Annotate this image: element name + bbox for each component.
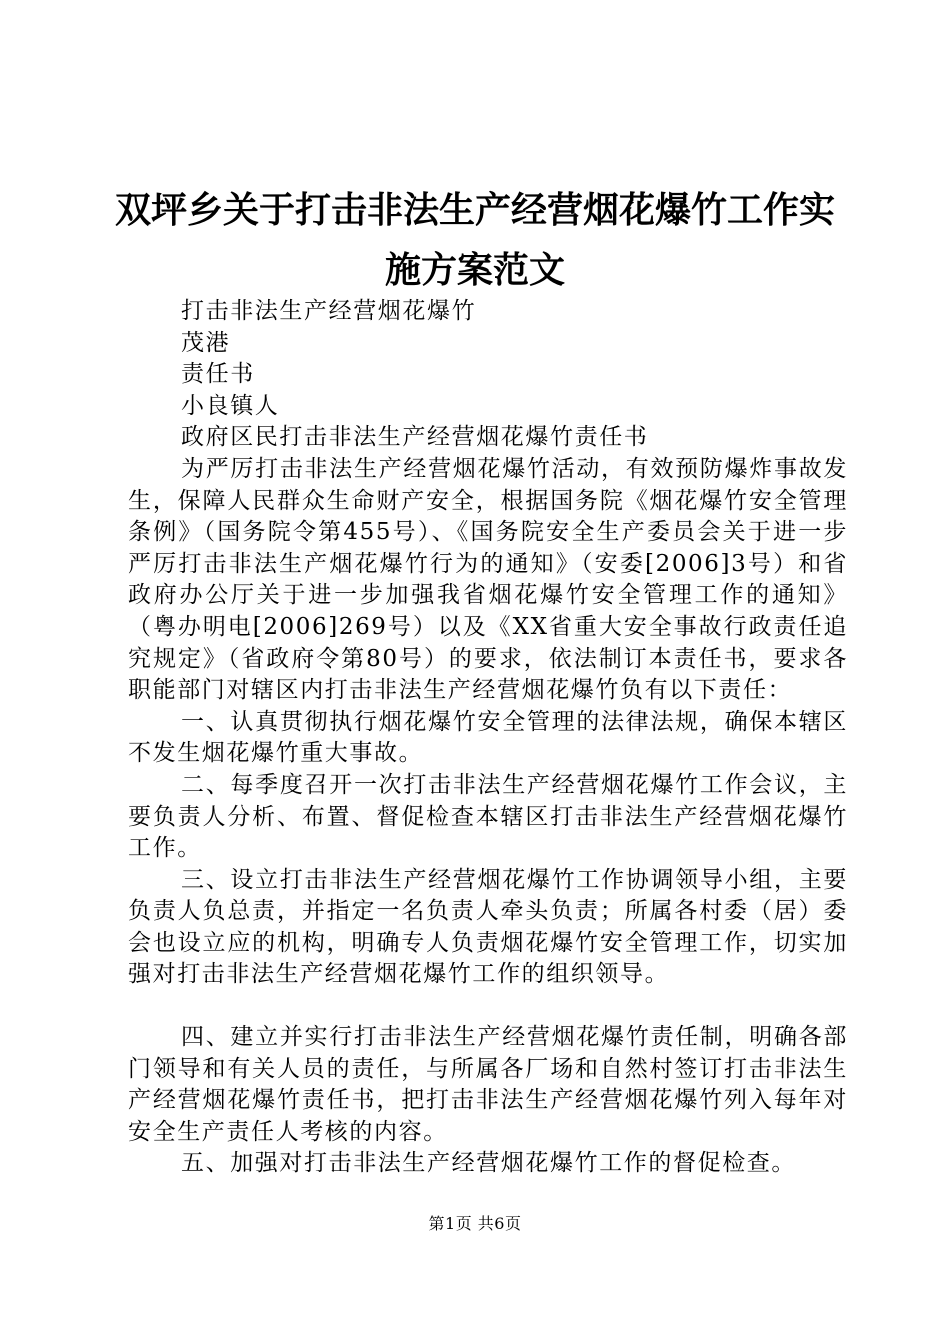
body-paragraph: 三、设立打击非法生产经营烟花爆竹工作协调领导小组，主要负责人负总责，并指定一名负责人牵头负责；所属各村委（居）委会也设立应的机构，明确专人负责烟花爆竹安全管理工作，切实加强对打击非法生产经营烟花爆竹工作的组织领导。 bbox=[128, 866, 848, 988]
body-paragraph: 一、认真贯彻执行烟花爆竹安全管理的法律法规，确保本辖区不发生烟花爆竹重大事故。 bbox=[128, 708, 848, 767]
body-paragraph: 为严厉打击非法生产经营烟花爆竹活动，有效预防爆炸事故发生，保障人民群众生命财产安全，根据国务院《烟花爆竹安全管理条例》（国务院令第455号）、《国务院安全生产委员会关于进一步严厉打击非法生产烟花爆竹行为的通知》（安委[2006]3号）和省政府办公厅关于进一步加强我省烟花爆竹安全管理工作的通知》（粤办明电[2006]269号）以及《XX省重大安全事故行政责任追究规定》（省政府令第80号）的要求，依法制订本责任书，要求各职能部门对辖区内打击非法生产经营烟花爆竹负有以下责任： bbox=[128, 455, 848, 704]
body-line: 茂港 bbox=[181, 329, 231, 356]
document-body bbox=[128, 296, 848, 1180]
paragraph-spacer bbox=[128, 991, 848, 1022]
body-line: 政府区民打击非法生产经营烟花爆竹责任书 bbox=[181, 424, 649, 451]
body-paragraph: 四、建立并实行打击非法生产经营烟花爆竹责任制，明确各部门领导和有关人员的责任，与所属各厂场和自然村签订打击非法生产经营烟花爆竹责任书，把打击非法生产经营烟花爆竹列入每年对安全生产责任人考核的内容。 bbox=[128, 1024, 848, 1145]
body-paragraph: 五、加强对打击非法生产经营烟花爆竹工作的督促检查。 bbox=[181, 1150, 796, 1177]
body-line: 打击非法生产经营烟花爆竹 bbox=[181, 298, 477, 324]
page-footer: 第1页 共6页 bbox=[428, 1214, 522, 1233]
body-line: 小良镇人 bbox=[181, 392, 280, 419]
body-paragraph: 二、每季度召开一次打击非法生产经营烟花爆竹工作会议，主要负责人分析、布置、督促检查本辖区打击非法生产经营烟花爆竹工作。 bbox=[128, 771, 848, 862]
document-title-line-2: 施方案范文 bbox=[384, 249, 565, 291]
body-line: 责任书 bbox=[181, 361, 255, 388]
document-title-line-1: 双坪乡关于打击非法生产经营烟花爆竹工作实 bbox=[114, 189, 835, 231]
